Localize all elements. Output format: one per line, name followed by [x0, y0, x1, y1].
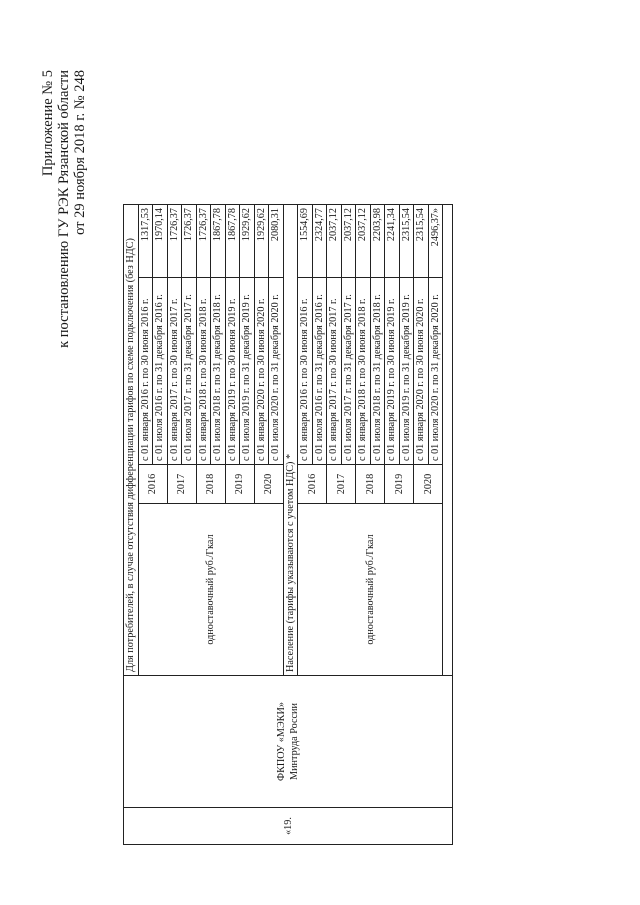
document-header: [40, 70, 88, 348]
period-cell: с 01 января 2016 г. по 30 июня 2016 г.: [298, 278, 313, 465]
period-cell: с 01 июля 2016 г. по 31 декабря 2016 г.: [153, 278, 168, 465]
period-cell: с 01 января 2017 г. по 30 июня 2017 г.: [327, 278, 342, 465]
period-cell: с 01 января 2019 г. по 30 июня 2019 г.: [385, 278, 400, 465]
tariff-table-body: [124, 205, 453, 845]
tariff-value: 2496,37»: [428, 205, 443, 278]
empty-cell: [443, 205, 453, 676]
period-cell: с 01 июля 2017 г. по 31 декабря 2017 г.: [341, 278, 356, 465]
tariff-unit: одноставочный руб./Гкал: [138, 504, 283, 676]
tariff-value: 1726,37: [196, 205, 211, 278]
period-cell: с 01 июля 2020 г. по 31 декабря 2020 г.: [269, 278, 284, 465]
section-title: Для потребителей, в случае отсутствия дифференциации тарифов по схеме подключения (без НДС): [124, 205, 139, 676]
period-cell: с 01 января 2019 г. по 30 июня 2019 г.: [225, 278, 240, 465]
resolution-date: от 29 ноября 2018 г. № 248: [72, 70, 88, 235]
year-cell: 2018: [196, 465, 225, 504]
section-header-row: [124, 205, 139, 845]
year-cell: 2020: [254, 465, 283, 504]
period-cell: с 01 января 2020 г. по 30 июня 2020 г.: [254, 278, 269, 465]
tariff-value: 1317,53: [138, 205, 153, 278]
period-cell: с 01 июля 2019 г. по 31 декабря 2019 г.: [240, 278, 255, 465]
resolution-reference: к постановлению ГУ РЭК Рязанской области: [56, 70, 72, 348]
year-cell: 2019: [225, 465, 254, 504]
tariff-value: 1867,78: [211, 205, 226, 278]
tariff-value: 2037,12: [341, 205, 356, 278]
period-cell: с 01 июля 2020 г. по 31 декабря 2020 г.: [428, 278, 443, 465]
tariff-unit: одноставочный руб./Гкал: [298, 504, 443, 676]
tariff-value: 2203,98: [370, 205, 385, 278]
year-cell: 2016: [138, 465, 167, 504]
period-cell: с 01 июля 2018 г. по 31 декабря 2018 г.: [370, 278, 385, 465]
tariff-table: [123, 204, 453, 845]
period-cell: с 01 января 2018 г. по 30 июня 2018 г.: [196, 278, 211, 465]
tariff-value: 1867,78: [225, 205, 240, 278]
tariff-value: 1970,14: [153, 205, 168, 278]
year-cell: 2018: [356, 465, 385, 504]
tariff-value: 2324,77: [312, 205, 327, 278]
period-cell: с 01 января 2020 г. по 30 июня 2020 г.: [414, 278, 429, 465]
organization-name: ФКПОУ «МЭКИ» Минтруда России: [124, 676, 453, 808]
period-cell: с 01 июля 2019 г. по 31 декабря 2019 г.: [399, 278, 414, 465]
tariff-value: 1554,69: [298, 205, 313, 278]
period-cell: с 01 июля 2016 г. по 31 декабря 2016 г.: [312, 278, 327, 465]
year-cell: 2016: [298, 465, 327, 504]
tariff-value: 2037,12: [327, 205, 342, 278]
period-cell: с 01 июля 2018 г. по 31 декабря 2018 г.: [211, 278, 226, 465]
period-cell: с 01 июля 2017 г. по 31 декабря 2017 г.: [182, 278, 197, 465]
tariff-value: 1929,62: [240, 205, 255, 278]
row-number: «19.: [124, 808, 453, 845]
period-cell: с 01 января 2017 г. по 30 июня 2017 г.: [167, 278, 182, 465]
year-cell: 2020: [414, 465, 443, 504]
year-cell: 2017: [327, 465, 356, 504]
year-cell: 2019: [385, 465, 414, 504]
tariff-value: 2037,12: [356, 205, 371, 278]
tariff-value: 1726,37: [182, 205, 197, 278]
tariff-value: 2315,54: [414, 205, 429, 278]
appendix-title: Приложение № 5: [40, 70, 56, 177]
tariff-value: 1929,62: [254, 205, 269, 278]
year-cell: 2017: [167, 465, 196, 504]
period-cell: с 01 января 2018 г. по 30 июня 2018 г.: [356, 278, 371, 465]
period-cell: с 01 января 2016 г. по 30 июня 2016 г.: [138, 278, 153, 465]
tariff-value: 2315,54: [399, 205, 414, 278]
tariff-value: 2241,34: [385, 205, 400, 278]
tariff-value: 1726,37: [167, 205, 182, 278]
tariff-value: 2080,31: [269, 205, 284, 278]
section-title: Население (тарифы указываются с учетом НДС) *: [283, 205, 298, 676]
